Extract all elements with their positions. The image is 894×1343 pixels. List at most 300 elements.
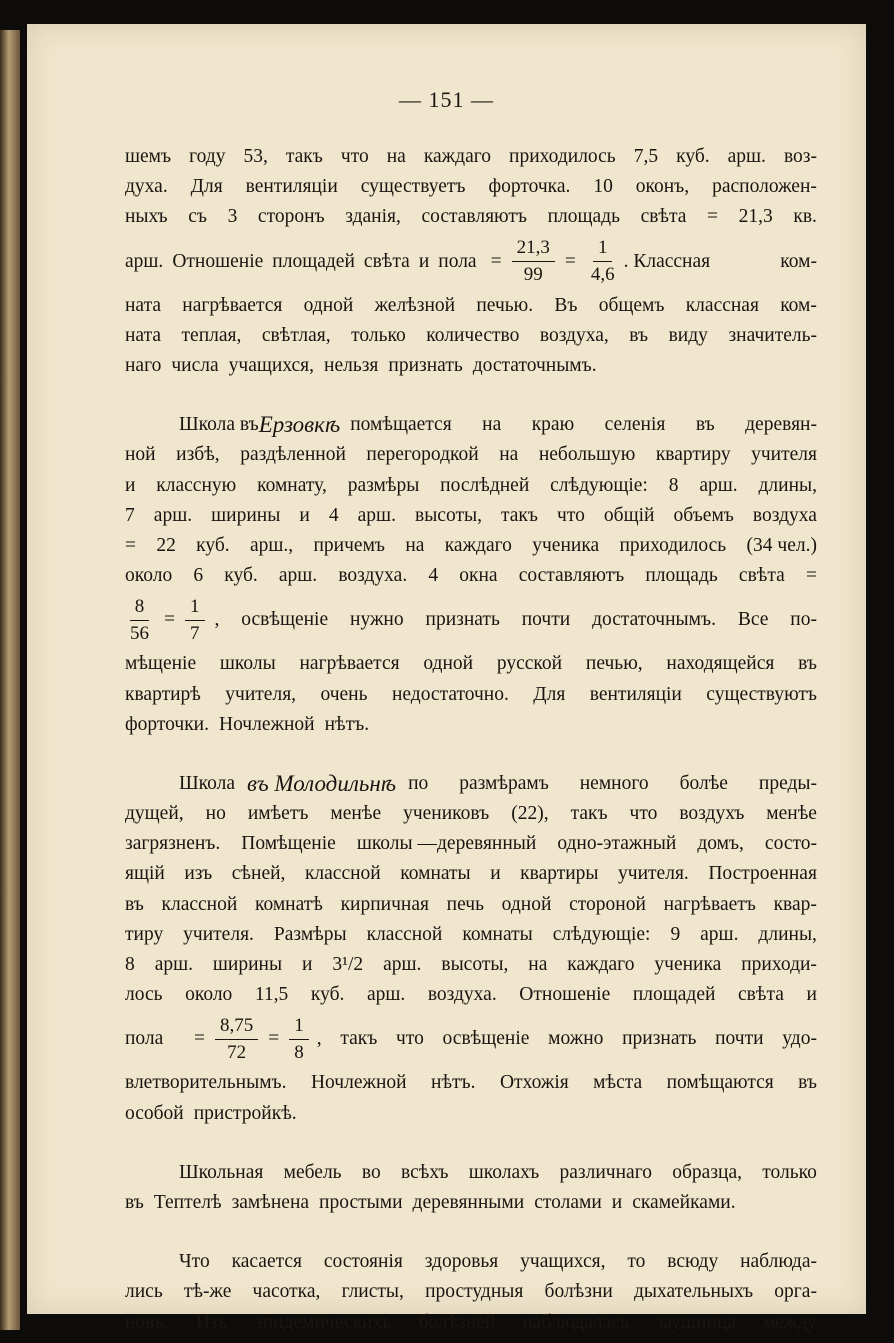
word: нельзя — [324, 355, 379, 377]
word: ната — [125, 294, 162, 316]
word: арш. — [366, 984, 406, 1006]
word: что — [629, 803, 658, 825]
word: размѣры — [347, 474, 420, 496]
word: ученика — [532, 534, 600, 556]
word: почти — [715, 1028, 764, 1050]
word: такъ — [501, 504, 538, 526]
word: приходилось — [509, 146, 616, 168]
word: комнатѣ — [254, 893, 323, 915]
word: ната — [125, 324, 162, 346]
word: освѣщеніе — [442, 1028, 530, 1050]
word: такъ — [340, 1028, 378, 1050]
word: болѣе — [679, 772, 728, 794]
word: болѣзни — [544, 1281, 613, 1303]
word: наго — [125, 355, 162, 377]
word: 6 — [193, 565, 204, 587]
word: Изъ — [195, 1311, 228, 1333]
word: ящій — [125, 863, 165, 885]
word: свѣтлая, — [261, 324, 331, 346]
word: на — [405, 534, 425, 556]
word: арш. — [153, 504, 193, 526]
word: имѣетъ — [247, 803, 309, 825]
word: и — [299, 504, 310, 526]
word: нагрѣвается — [182, 294, 283, 316]
word: такъ — [570, 803, 608, 825]
word: касается — [231, 1251, 302, 1273]
word: арш. — [125, 250, 164, 272]
word: Школьная — [179, 1161, 264, 1183]
paragraph-4 — [125, 1158, 817, 1218]
word: высоты, — [441, 954, 509, 976]
text-line-with-fraction — [125, 1010, 817, 1068]
word: 8 — [668, 474, 679, 496]
word: арш. — [700, 923, 739, 945]
word: на — [528, 954, 548, 976]
word: составляютъ — [421, 206, 527, 228]
text-line — [125, 920, 817, 950]
word: недостаточно. — [391, 683, 509, 705]
word: школы — [219, 653, 276, 675]
word: освѣщеніе — [241, 609, 329, 631]
word: общемъ — [598, 294, 665, 316]
word: куб. — [224, 565, 258, 587]
word: учителя. — [618, 863, 689, 885]
word: приходилось — [619, 534, 727, 556]
paragraph-2 — [125, 410, 817, 740]
word: одно-этажный — [557, 833, 677, 855]
word: = — [707, 206, 719, 228]
word: Для — [190, 176, 223, 198]
word: одной — [423, 653, 474, 675]
text-line — [125, 829, 817, 859]
word: нагрѣваетъ — [663, 893, 756, 915]
word: куб. — [196, 534, 230, 556]
word: 3 — [227, 206, 238, 228]
word: орга- — [774, 1281, 817, 1303]
word: новъ. — [125, 1311, 169, 1333]
word: классной — [304, 863, 381, 885]
word: въ — [125, 893, 144, 915]
word: печь — [446, 893, 484, 915]
word: арш. — [383, 954, 422, 976]
word: классной — [366, 923, 443, 945]
word: нѣтъ. — [324, 713, 370, 735]
word: 10 — [593, 176, 613, 198]
book-page — [27, 24, 866, 1333]
text-line — [125, 1158, 817, 1188]
text-line — [125, 202, 817, 232]
word: пристройкѣ. — [193, 1102, 297, 1124]
word: перегородкой — [366, 444, 479, 466]
page-number: — 151 — — [399, 87, 494, 112]
fraction-numerator: 8 — [130, 596, 150, 621]
fraction-simplified — [586, 237, 620, 286]
fraction-numerator: 1 — [593, 237, 613, 262]
word: здоровья — [424, 1251, 499, 1273]
word: такъ — [285, 146, 323, 168]
word: духа. — [125, 176, 168, 198]
word: размѣрамъ — [459, 772, 549, 794]
word: мѣста — [593, 1072, 643, 1094]
word: только — [762, 1161, 817, 1183]
word: что — [557, 504, 585, 526]
word: квар- — [773, 893, 817, 915]
page-body — [125, 142, 817, 1338]
word: значитель- — [728, 324, 817, 346]
word: воздуха. — [427, 984, 497, 1006]
word: менѣе — [330, 803, 382, 825]
word: загрязненъ. — [125, 833, 221, 855]
word: ширины — [211, 504, 281, 526]
word: учениковъ — [403, 803, 490, 825]
word: арш. — [278, 565, 318, 587]
word: лось — [125, 984, 163, 1006]
text-line — [125, 291, 817, 321]
fraction-numerator: 21,3 — [512, 237, 555, 262]
word: арш., — [249, 534, 294, 556]
word: болѣзней — [418, 1311, 496, 1333]
word: на — [386, 146, 406, 168]
word: на — [482, 414, 502, 436]
word: Отношеніе — [172, 250, 264, 272]
word: образца, — [672, 1161, 742, 1183]
word: около — [185, 984, 233, 1006]
word: помѣщается — [350, 414, 452, 436]
word: ширины — [212, 954, 283, 976]
word: длины, — [758, 474, 817, 496]
word: 22 — [156, 534, 176, 556]
word: существуютъ — [706, 683, 817, 705]
word: что — [396, 1028, 424, 1050]
fraction-light-ratio — [512, 237, 555, 286]
word: объемъ — [673, 504, 734, 526]
word: состо- — [764, 833, 817, 855]
text-line — [125, 172, 817, 202]
word: учителя — [751, 444, 817, 466]
word: всѣхъ — [401, 1161, 449, 1183]
word: оконъ, — [635, 176, 690, 198]
word: что — [340, 146, 369, 168]
text-line — [125, 799, 817, 829]
word: нужно — [350, 609, 404, 631]
place-name: Ерзовкѣ — [258, 412, 341, 438]
text-line — [125, 1099, 817, 1129]
word: можно — [548, 1028, 604, 1050]
word: Тептелѣ — [153, 1191, 222, 1213]
fraction-denominator: 56 — [130, 622, 149, 644]
word: (22), — [511, 803, 549, 825]
word: количество — [426, 324, 520, 346]
word: избѣ, — [176, 444, 220, 466]
word: печью, — [585, 653, 643, 675]
fraction-light-ratio — [125, 596, 154, 645]
word: тѣ-же — [183, 1281, 232, 1303]
word: Построенная — [708, 863, 817, 885]
word: каждаго — [423, 146, 491, 168]
word: Что — [179, 1251, 210, 1273]
text-line — [125, 351, 817, 381]
word: теплая, — [181, 324, 242, 346]
text-line-with-fraction — [125, 233, 817, 291]
fraction-numerator: 8,75 — [215, 1015, 258, 1040]
word: въ — [798, 653, 817, 675]
word: Помѣщеніе — [241, 833, 336, 855]
word: изъ — [184, 863, 213, 885]
word: ком- — [780, 294, 817, 316]
word: краю — [531, 414, 575, 436]
word: одной — [303, 294, 354, 316]
text-line — [125, 1068, 817, 1098]
text-line — [125, 1277, 817, 1307]
text-line — [125, 859, 817, 889]
word: одной — [501, 893, 552, 915]
word: стороной — [569, 893, 646, 915]
word: между — [762, 1311, 817, 1333]
word: свѣта — [363, 250, 410, 272]
place-name: въ Молодильнѣ — [247, 770, 397, 796]
word: но — [205, 803, 226, 825]
word: около — [125, 565, 173, 587]
word: году — [189, 146, 226, 168]
word: немного — [579, 772, 649, 794]
word: и — [302, 954, 313, 976]
word: раздѣленной — [240, 444, 346, 466]
word: учащихся, — [520, 1251, 606, 1273]
fraction-denominator: 8 — [294, 1041, 304, 1063]
word: площадей — [632, 984, 716, 1006]
word: влетворительнымъ. — [125, 1072, 287, 1094]
text-line-with-fraction — [125, 591, 817, 649]
paragraph-1 — [125, 142, 817, 381]
text-line — [125, 471, 817, 501]
fraction-light-ratio — [215, 1015, 258, 1064]
word: удо- — [782, 1028, 817, 1050]
fraction-numerator: 1 — [185, 596, 205, 621]
word: съ — [188, 206, 207, 228]
word: столами — [534, 1191, 602, 1213]
word: 7,5 — [633, 146, 659, 168]
text-line — [125, 321, 817, 351]
text-line — [125, 1188, 817, 1218]
word: и — [125, 474, 136, 496]
word: признать — [425, 609, 500, 631]
word: классной — [161, 893, 238, 915]
word: школы —деревянный — [356, 833, 537, 855]
word: по — [408, 772, 429, 794]
word: свѣта — [738, 984, 784, 1006]
word: селенія — [604, 414, 666, 436]
word: ком- — [780, 250, 817, 272]
word: свѣта — [738, 565, 785, 587]
word: воздуха, — [539, 324, 609, 346]
word: тиру — [125, 923, 164, 945]
word: пола — [125, 1028, 164, 1050]
word: всюду — [667, 1251, 719, 1273]
word: наблюдалась — [522, 1311, 629, 1333]
word: комнаты — [462, 923, 533, 945]
word: преды- — [758, 772, 817, 794]
word: и — [490, 863, 501, 885]
book-spine-edge — [0, 30, 20, 1330]
word: квартирѣ — [125, 683, 201, 705]
word: деревян- — [745, 414, 817, 436]
word: высоты, — [415, 504, 482, 526]
word: 21,3 — [738, 206, 773, 228]
word: состоянія — [323, 1251, 403, 1273]
word: квартиру — [655, 444, 731, 466]
word: окна — [459, 565, 498, 587]
word: кирпичная — [340, 893, 429, 915]
word: форточка. — [488, 176, 571, 198]
word: воз- — [783, 146, 817, 168]
word: 4 — [328, 504, 339, 526]
word: признать — [388, 355, 463, 377]
word: эпидемическихъ — [254, 1311, 392, 1333]
text-line — [125, 440, 817, 470]
word: на — [499, 444, 519, 466]
word: = — [125, 534, 136, 556]
fraction-denominator: 99 — [523, 264, 543, 286]
word: (34 чел.) — [746, 534, 817, 556]
word: школахъ — [468, 1161, 540, 1183]
word: = — [805, 565, 817, 587]
word: арш. — [699, 474, 738, 496]
word: 8 — [125, 954, 135, 976]
word: воздуха — [752, 504, 817, 526]
fraction-denominator: 72 — [227, 1041, 247, 1063]
fraction-simplified — [185, 596, 205, 645]
word: куб. — [310, 984, 345, 1006]
word: существуетъ — [360, 176, 466, 198]
text-line — [125, 679, 817, 709]
fraction-denominator: 4,6 — [590, 264, 615, 286]
word: Размѣры — [273, 923, 347, 945]
word: почти — [521, 609, 571, 631]
text-line — [125, 561, 817, 591]
word: и — [418, 250, 430, 272]
word: во — [361, 1161, 381, 1183]
word: каждаго — [567, 954, 635, 976]
word: очень — [320, 683, 368, 705]
word: куб. — [676, 146, 710, 168]
word: Отхожія — [499, 1072, 569, 1094]
word: , — [214, 609, 220, 631]
word: классную — [156, 474, 237, 496]
word: арш. — [727, 146, 766, 168]
word: дущей, — [125, 803, 184, 825]
word: въ — [629, 324, 649, 346]
word: . Классная — [623, 250, 711, 272]
word: только — [351, 324, 406, 346]
word: различнаго — [559, 1161, 652, 1183]
fraction-simplified — [289, 1015, 309, 1064]
word: 9 — [670, 923, 681, 945]
word: русской — [496, 653, 563, 675]
text-line — [125, 531, 817, 561]
word: слѣдующіе: — [552, 923, 651, 945]
word: въ — [695, 414, 715, 436]
word: комнату, — [257, 474, 327, 496]
text-line — [125, 1247, 817, 1277]
word: нагрѣвается — [299, 653, 400, 675]
word: каждаго — [444, 534, 512, 556]
word: то — [627, 1251, 646, 1273]
text-line — [125, 710, 817, 740]
word: зданія, — [345, 206, 401, 228]
word: Для — [533, 683, 566, 705]
word: и — [611, 1191, 623, 1213]
word: числа — [171, 355, 219, 377]
word: = — [194, 1028, 205, 1050]
word: деревянными — [412, 1191, 525, 1213]
word: 4 — [428, 565, 439, 587]
word: глисты, — [341, 1281, 404, 1303]
word: и — [806, 984, 817, 1006]
paragraph-5 — [125, 1247, 817, 1338]
word: сѣней, — [231, 863, 286, 885]
word: желѣзной — [374, 294, 456, 316]
word: 7 — [125, 504, 135, 526]
word: часотка, — [252, 1281, 321, 1303]
word: слѣдующіе: — [550, 474, 648, 496]
text-line — [125, 1307, 817, 1337]
word: свѣта — [640, 206, 687, 228]
word: ученика — [654, 954, 722, 976]
text-line — [125, 950, 817, 980]
word: Ночлежной — [310, 1072, 407, 1094]
word: составляютъ — [518, 565, 625, 587]
word: площадей — [272, 250, 355, 272]
word: послѣдней — [440, 474, 530, 496]
word: 11,5 — [254, 984, 289, 1006]
word: въ — [798, 1072, 817, 1094]
word: по- — [790, 609, 817, 631]
word: простудныя — [425, 1281, 524, 1303]
word: учащихся, — [228, 355, 315, 377]
text-line — [125, 890, 817, 920]
word: въ — [125, 1191, 144, 1213]
word: мѣщеніе — [125, 653, 197, 675]
word: учителя. — [183, 923, 254, 945]
text-line — [125, 980, 817, 1010]
word: Въ — [554, 294, 578, 316]
word: Отношеніе — [519, 984, 611, 1006]
fraction-numerator: 1 — [289, 1015, 309, 1040]
text-line — [125, 769, 817, 799]
word: площадь — [645, 565, 718, 587]
word: наблюда- — [740, 1251, 817, 1273]
word: Ночлежной — [218, 713, 315, 735]
text-line — [125, 501, 817, 531]
word: скамейками. — [632, 1191, 736, 1213]
word: замѣнена — [231, 1191, 310, 1213]
word: площадь — [547, 206, 620, 228]
word: простыми — [319, 1191, 403, 1213]
text-line — [125, 649, 817, 679]
text-run: Школа — [179, 772, 236, 794]
word: нѣтъ. — [431, 1072, 476, 1094]
word: вентиляціи — [589, 683, 682, 705]
text-run: Школа въ — [179, 414, 259, 436]
word: общій — [603, 504, 655, 526]
word: виду — [668, 324, 708, 346]
word: дыхательныхъ — [634, 1281, 754, 1303]
text-line — [125, 410, 817, 440]
word: арш. — [154, 954, 193, 976]
word: , — [316, 1028, 322, 1050]
word: лись — [125, 1281, 163, 1303]
word: классная — [685, 294, 759, 316]
